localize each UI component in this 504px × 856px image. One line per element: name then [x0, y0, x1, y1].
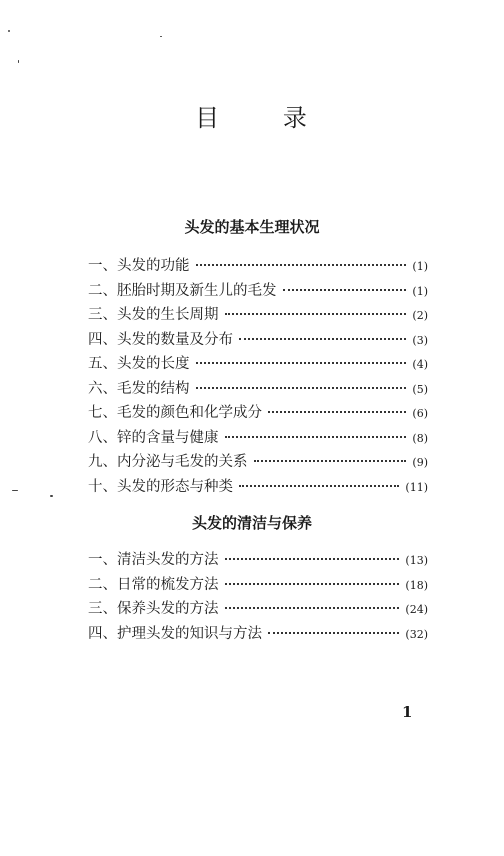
- toc-entry-text: 三、头发的生长周期: [88, 307, 219, 323]
- toc-entry-text: 一、清洁头发的方法: [88, 552, 219, 568]
- leader-dots: [283, 289, 407, 291]
- scan-speck: [12, 490, 18, 491]
- scan-speck: [18, 60, 19, 63]
- toc-entry-text: 十、头发的形态与种类: [88, 478, 233, 495]
- toc-entry-text: 七、毛发的颜色和化学成分: [88, 405, 262, 421]
- toc-entry-page: (4): [412, 358, 428, 371]
- toc-entry-text: 八、锌的含量与健康: [88, 429, 219, 446]
- toc-entry-page: (5): [412, 382, 428, 396]
- leader-dots: [254, 460, 407, 462]
- toc-entry-text: 三、保养头发的方法: [88, 601, 219, 617]
- scan-speck: [160, 36, 162, 37]
- toc-entry: [88, 475, 428, 500]
- leader-dots: [196, 362, 407, 364]
- toc-entry-page: (3): [412, 333, 428, 347]
- toc-entry: [88, 401, 428, 426]
- toc-list-1: [88, 254, 428, 499]
- toc-entry-page: (1): [412, 284, 428, 298]
- leader-dots: [225, 607, 400, 609]
- toc-entry: [88, 377, 428, 402]
- toc-entry-text: 四、护理头发的知识与方法: [88, 625, 262, 642]
- toc-entry-text: 二、日常的梳发方法: [88, 576, 219, 593]
- scan-speck: [8, 30, 10, 32]
- leader-dots: [239, 338, 406, 340]
- leader-dots: [196, 387, 407, 389]
- page-title: [0, 98, 504, 133]
- leader-dots: [225, 313, 407, 315]
- toc-entry-text: 二、胚胎时期及新生儿的毛发: [88, 282, 277, 299]
- toc-entry: [88, 303, 428, 328]
- leader-dots: [196, 264, 407, 266]
- leader-dots: [225, 436, 407, 438]
- section-heading-1: 头发的基本生理状况: [184, 218, 320, 236]
- toc-entry: [88, 597, 428, 622]
- toc-entry-text: 五、头发的长度: [88, 356, 190, 372]
- title-char-1: 目: [195, 104, 222, 132]
- leader-dots: [239, 485, 399, 487]
- toc-entry-text: 四、头发的数量及分布: [88, 331, 233, 348]
- toc-entry: [88, 573, 428, 598]
- toc-list-2: [88, 548, 428, 646]
- toc-entry-text: 九、内分泌与毛发的关系: [88, 454, 248, 470]
- toc-entry: [88, 426, 428, 451]
- toc-entry-page: (8): [412, 431, 428, 445]
- leader-dots: [225, 583, 400, 585]
- toc-entry-page: (6): [412, 407, 428, 420]
- leader-dots: [225, 558, 400, 560]
- toc-entry-page: (2): [412, 309, 428, 322]
- toc-entry: [88, 328, 428, 353]
- toc-entry-page: (11): [405, 480, 428, 494]
- title-char-2: 录: [282, 104, 309, 132]
- toc-entry-page: (13): [405, 554, 428, 567]
- page-number: 1: [402, 703, 413, 721]
- leader-dots: [268, 632, 399, 634]
- toc-entry: [88, 254, 428, 279]
- toc-entry: [88, 279, 428, 304]
- toc-entry-page: (1): [412, 260, 428, 273]
- scan-speck: [50, 495, 53, 497]
- toc-entry: [88, 548, 428, 573]
- toc-entry: [88, 352, 428, 377]
- toc-entry-page: (32): [405, 627, 428, 641]
- toc-entry: [88, 622, 428, 647]
- toc-entry-page: (18): [405, 578, 428, 592]
- section-heading-2: 头发的清洁与保养: [191, 514, 312, 532]
- toc-entry-text: 一、头发的功能: [88, 258, 190, 274]
- leader-dots: [268, 411, 406, 413]
- toc-entry-text: 六、毛发的结构: [88, 380, 190, 397]
- toc-entry: [88, 450, 428, 475]
- toc-entry-page: (9): [412, 456, 428, 469]
- toc-entry-page: (24): [405, 603, 428, 616]
